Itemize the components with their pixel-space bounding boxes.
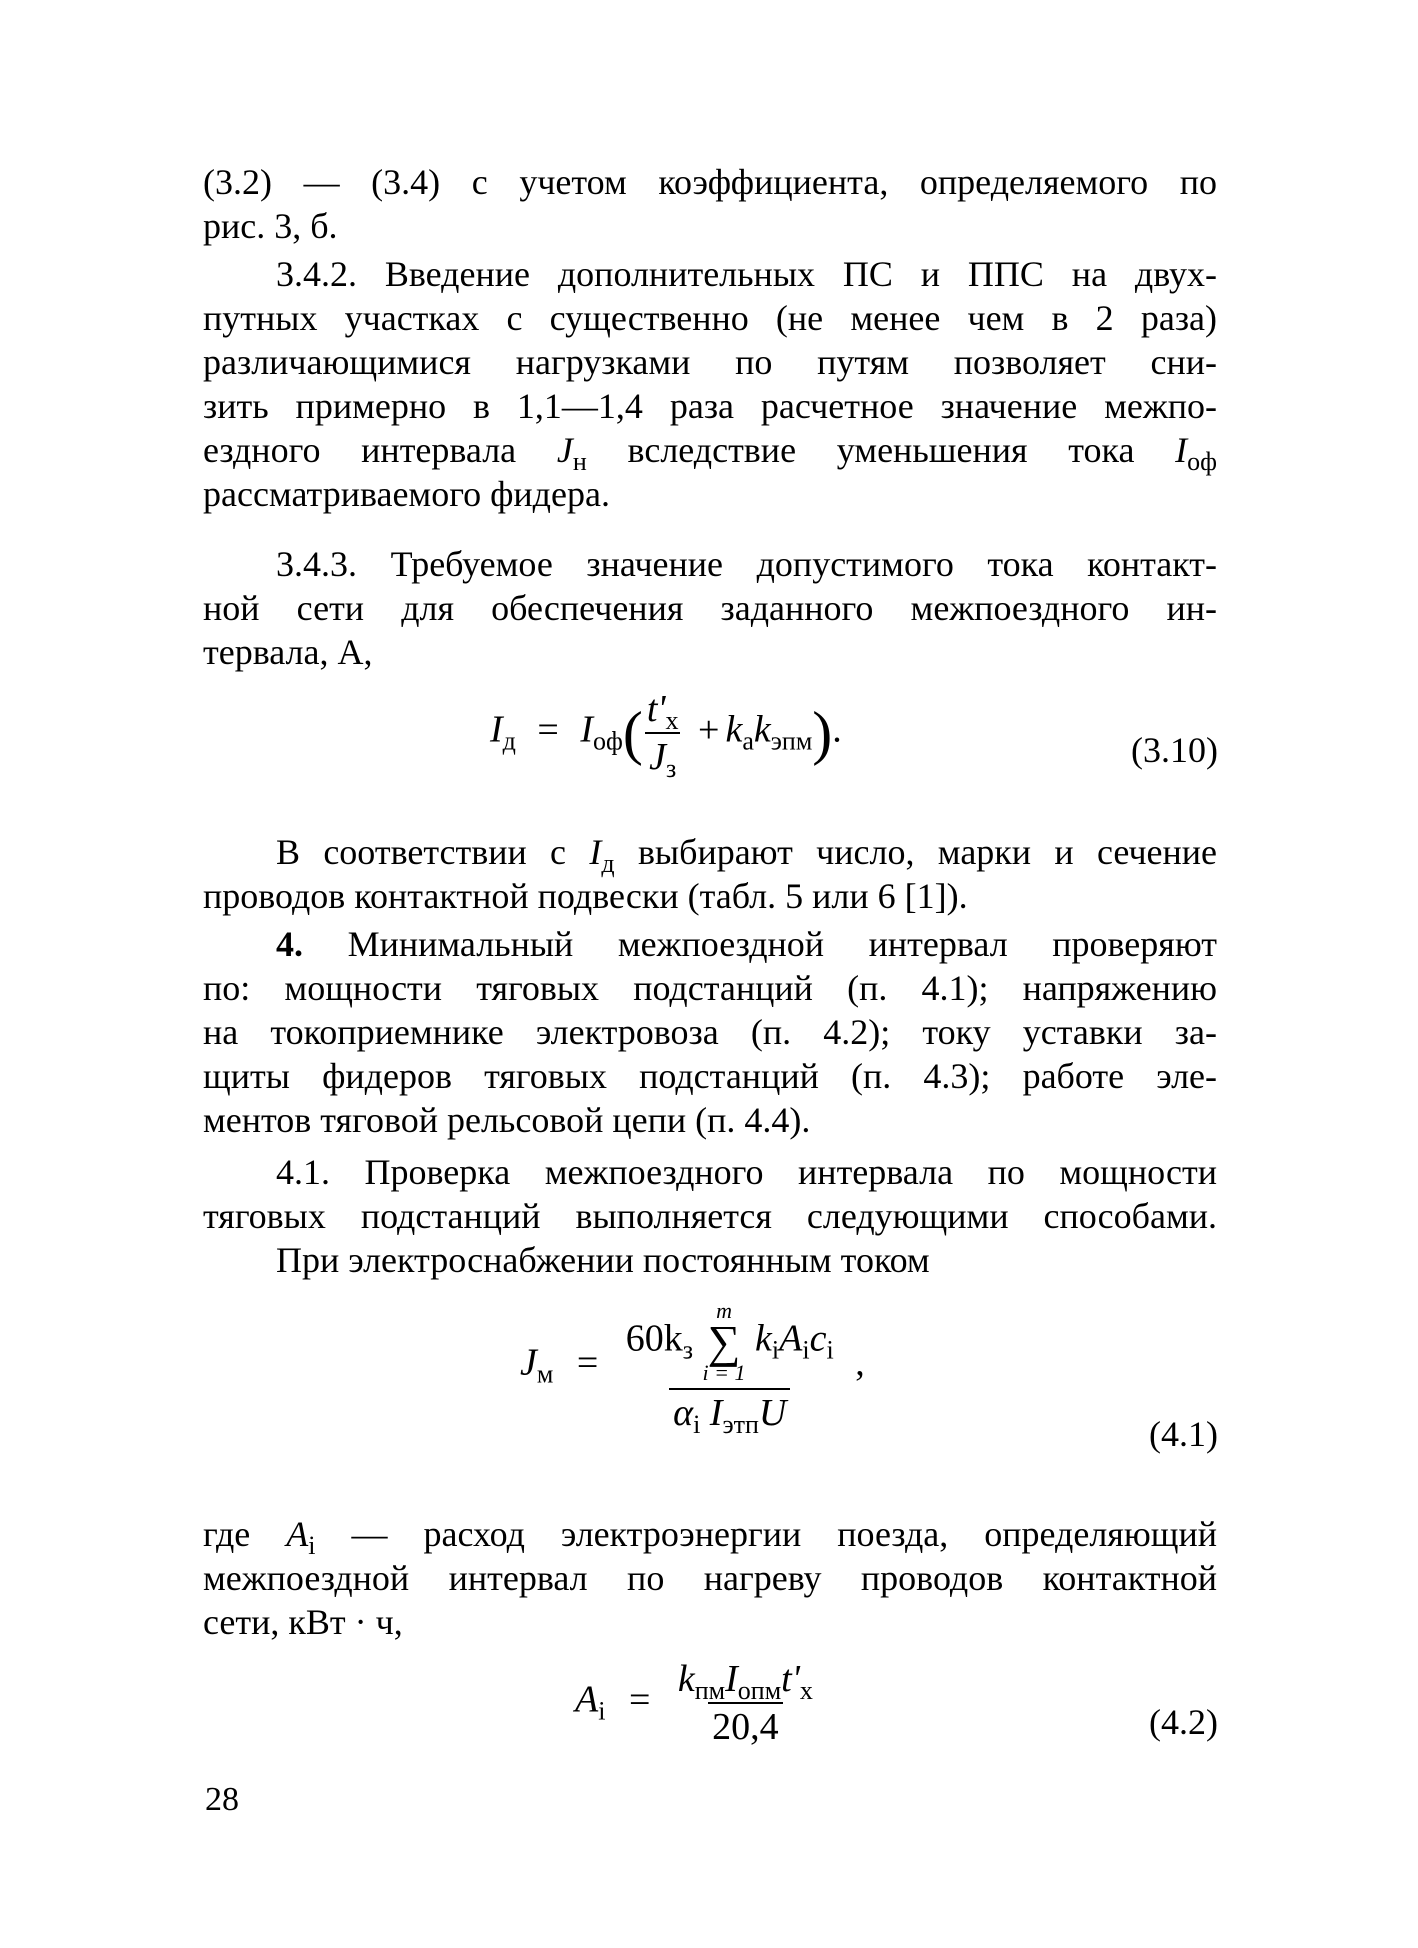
paragraph-definition [203,1512,1217,1644]
text-line: тервала, А, [203,632,373,672]
text-line: ментов тяговой рельсовой цепи (п. 4.4). [203,1100,811,1140]
text-line: щиты фидеров тяговых подстанций (п. 4.3); работе эле- [203,1056,1217,1096]
fraction: $\frac{k_{пм}I_{опм}t'_х}{20,4}$ [677,1658,813,1748]
text-line: на токоприемнике электровоза (п. 4.2); току уставки за- [203,1012,1217,1052]
fraction: $\frac{t'_х}{J_з}$ [646,688,679,783]
paragraph-selection [203,830,1217,918]
text-line: по: мощности тяговых подстанций (п. 4.1); напряжению [203,968,1217,1008]
symbol-sub-n: н [572,447,587,476]
formula-4-2: $A_i$ = $\frac{k_{пм}I_{опм}t'_х}{20,4}$ [575,1660,817,1746]
paragraph-3-4-3 [203,542,1217,674]
section-4 [203,922,1217,1142]
close-paren: ) [812,700,833,766]
text-line: зить примерно в 1,1—1,4 раза расчетное значение межпо- [203,386,1217,426]
text-line: При электроснабжении постоянным током [276,1240,930,1280]
text-line: 4.1. Проверка межпоездного интервала по мощности [276,1152,1217,1192]
open-paren: ( [622,700,643,766]
text-line: путных участках с существенно (не менее чем в 2 раза) [203,298,1217,338]
text-line: рассматриваемого фидера. [203,474,610,514]
text-line: В соответствии с $I_д$ выбирают число, марки и сечение [276,832,1218,878]
section-number: 4. [276,924,303,964]
paragraph-3-4-2 [203,252,1217,516]
text-line: 3.4.3. Требуемое значение допустимого тока контакт- [276,544,1217,584]
sum-operator: m ∑ i = 1 [702,1298,746,1385]
fraction: $60k_з$ m ∑ i = 1 $k_iA_ic_i$ $\alpha_i$ $I_{этп}U$ [625,1298,834,1439]
formula-3-10: $I_д = I_{оф}$( $\frac{t'_х}{J_з}$ + $k_ak_{эпм}$). [490,688,842,783]
text-line: 4. Минимальный межпоездной интервал проверяют [276,924,1217,964]
text-line: где $A_i$ — расход электроэнергии поезда, определяющий [203,1514,1217,1560]
formula-4-1: $J_м$ = $60k_з$ m ∑ i = 1 $k_iA_ic_i$ $\alpha_i$ $I_{этп}U$ , [520,1298,865,1439]
text-line: сети, кВт · ч, [203,1602,403,1642]
text-line: проводов контактной подвески (табл. 5 или 6 [1]). [203,876,968,916]
text-line: (3.2) — (3.4) с учетом коэффициента, определяемого по [203,162,1217,202]
text-line: ездного интервала $J_н$ вследствие уменьшения тока $I_{оф}$ [203,430,1218,476]
equation-number: (4.1) [1149,1414,1218,1454]
text-line: рис. 3, б. [203,206,338,246]
text-line: тяговых подстанций выполняется следующими способами. [203,1196,1217,1236]
text-line: 3.4.2. Введение дополнительных ПС и ППС на двух- [276,254,1217,294]
paragraph-continuation [203,160,1217,248]
section-4-1 [203,1150,1217,1282]
text-line: межпоездной интервал по нагреву проводов контактной [203,1558,1217,1598]
symbol-J: J [556,430,573,470]
equation-number: (4.2) [1149,1702,1218,1742]
text-line: ной сети для обеспечения заданного межпоездного ин- [203,588,1217,628]
text-line: различающимися нагрузками по путям позволяет сни- [203,342,1217,382]
symbol-I: I [1175,430,1188,470]
equation-number: (3.10) [1131,730,1218,770]
symbol-sub-of: оф [1187,447,1218,476]
page-number: 28 [205,1781,239,1818]
